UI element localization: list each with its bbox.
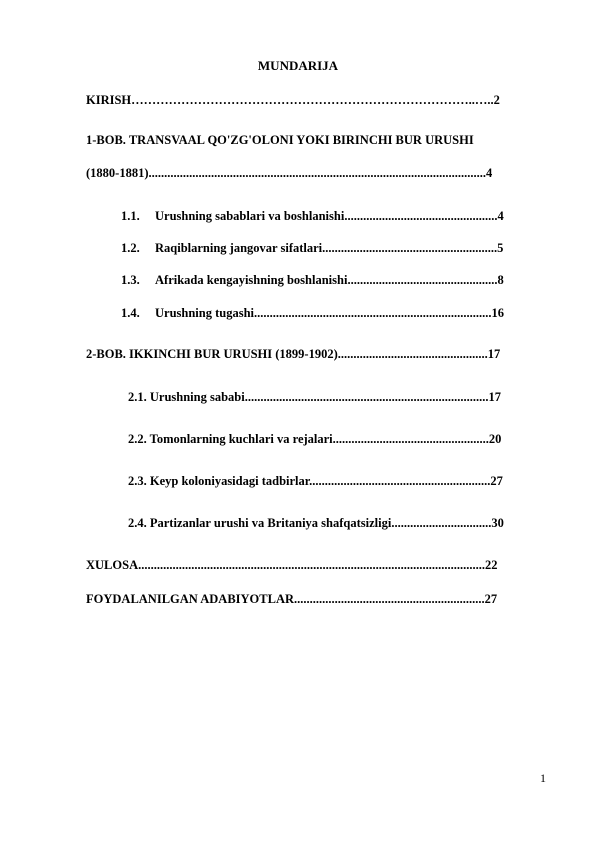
toc-chapter2-heading: 2-BOB. IKKINCHI BUR URUSHI (1899-1902)................................................17 bbox=[86, 347, 501, 361]
toc-item-1-2 bbox=[121, 241, 503, 256]
toc-item-number: 1.4. bbox=[121, 306, 140, 320]
toc-references: FOYDALANILGAN ADABIYOTLAR.............................................................27 bbox=[86, 592, 498, 606]
toc-item-text: Raqiblarning jangovar sifatlari........................................................5 bbox=[155, 241, 504, 255]
toc-item-text: Urushning sabablari va boshlanishi.................................................4 bbox=[155, 209, 504, 223]
toc-item-text: Urushning tugashi............................................................................16 bbox=[155, 306, 504, 320]
toc-item-2-3: 2.3. Keyp koloniyasidagi tadbirlar..........................................................27 bbox=[128, 474, 503, 488]
toc-item-2-1: 2.1. Urushning sababi..............................................................................17 bbox=[128, 390, 501, 404]
toc-item-2-4: 2.4. Partizanlar urushi va Britaniya shafqatsizligi................................30 bbox=[128, 516, 504, 530]
toc-item-1-3 bbox=[121, 273, 504, 288]
toc-item-2-2: 2.2. Tomonlarning kuchlari va rejalari..................................................20 bbox=[128, 432, 502, 446]
toc-item-number: 1.3. bbox=[121, 273, 140, 287]
toc-item-text: Afrikada kengayishning boshlanishi................................................8 bbox=[155, 273, 504, 287]
toc-item-1-1 bbox=[121, 209, 504, 224]
page-number: 1 bbox=[540, 771, 546, 785]
toc-item-number: 1.2. bbox=[121, 241, 140, 255]
page-title: MUNDARIJA bbox=[257, 58, 339, 73]
toc-chapter1-dates: (1880-1881)............................................................................................................4 bbox=[86, 166, 493, 180]
toc-item-number: 1.1. bbox=[121, 209, 140, 223]
toc-conclusion: XULOSA...............................................................................................................22 bbox=[86, 558, 498, 572]
toc-chapter1-heading: 1-BOB. TRANSVAAL QO'ZG'OLONI YOKI BIRINCHI BUR URUSHI bbox=[86, 133, 474, 147]
toc-item-1-4 bbox=[121, 306, 504, 321]
toc-intro: KIRISH………………………………………………………………………..…..2 bbox=[86, 93, 500, 107]
